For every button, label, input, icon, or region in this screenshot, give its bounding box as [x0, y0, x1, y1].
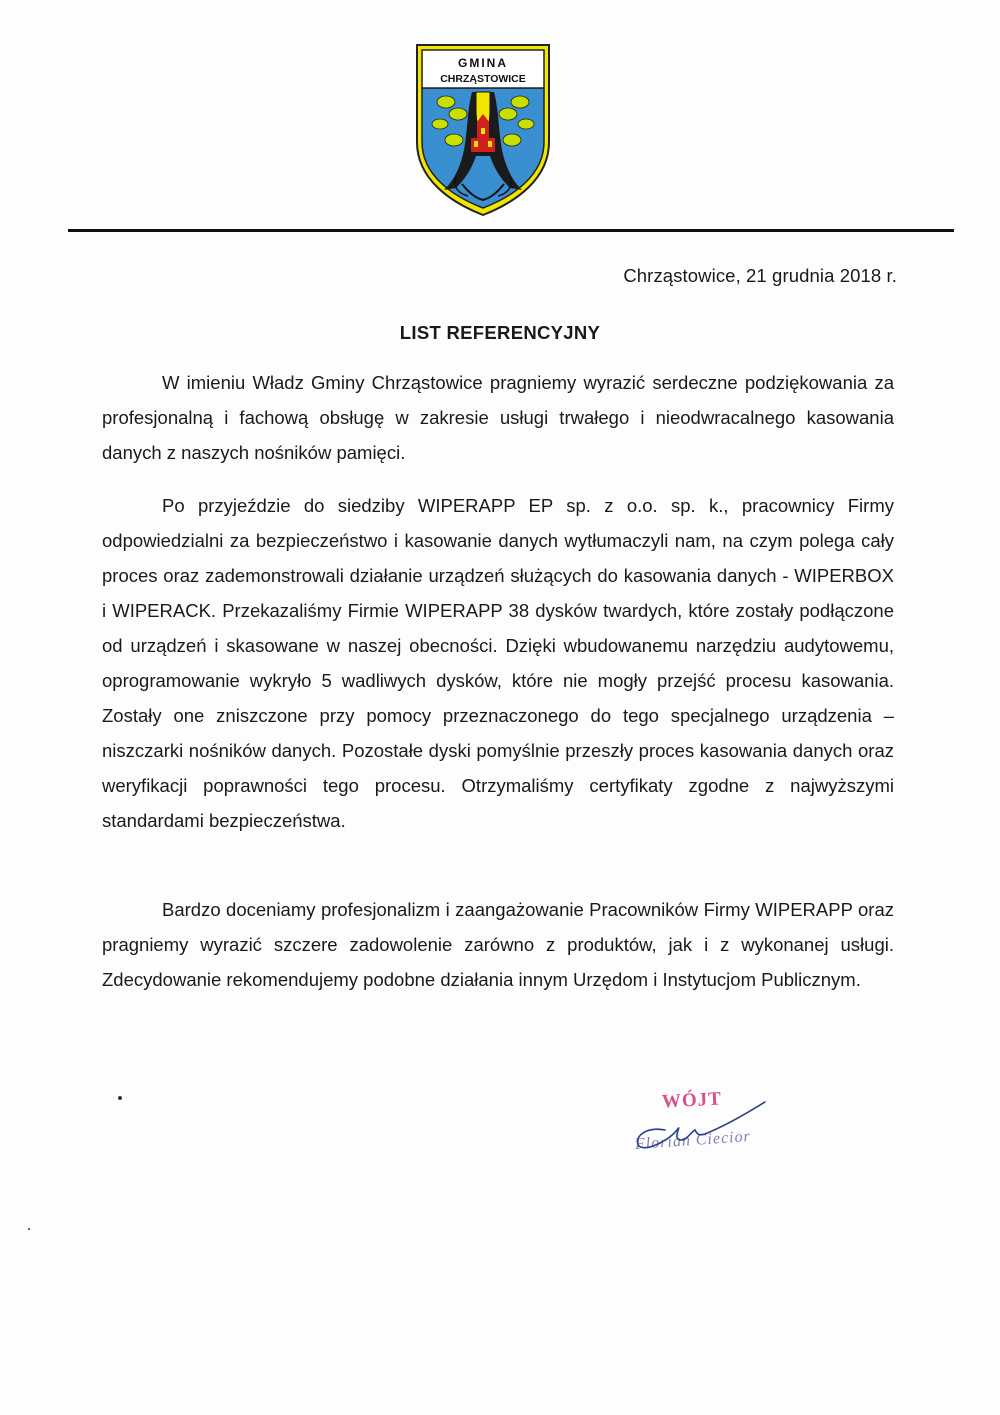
paragraph-recommendation: Bardzo doceniamy profesjonalizm i zaangażowanie Pracowników Firmy WIPERAPP oraz pragniemy wyrazić szczere zadowolenie zarówno z produktów, jak i z wykonanej usługi. Zdecydowanie rekomendujemy podobne działania innym Urzędom i Instytucjom Publicznym.	[102, 899, 894, 990]
signature-block	[625, 1086, 775, 1166]
stamp-title: WÓJT	[661, 1088, 723, 1113]
scan-speck	[28, 1228, 30, 1230]
stamp-name: Florian Ciecior	[634, 1127, 752, 1154]
paragraph-thanks: W imieniu Władz Gminy Chrząstowice pragniemy wyrazić serdeczne podziękowania za profesjonalną i fachową obsługę w zakresie usługi trwałego i nieodwracalnego kasowania danych z naszych nośników pamięci.	[102, 372, 894, 463]
letter-title: LIST REFERENCYJNY	[399, 322, 601, 343]
letter-date: Chrząstowice, 21 grudnia 2018 r.	[623, 265, 897, 286]
crest-line2: CHRZĄSTOWICE	[440, 73, 526, 85]
paragraph-process: Po przyjeździe do siedziby WIPERAPP EP sp. z o.o. sp. k., pracownicy Firmy odpowiedzialni za bezpieczeństwo i kasowanie danych wytłumaczyli nam, na czym polega cały proces oraz zademonstrowali działanie urządzeń służących do kasowania danych - WIPERBOX i WIPERACK. Przekazaliśmy Firmie WIPERAPP 38 dysków twardych, które zostały podłączone od urządzeń i skasowane w naszej obecności. Dzięki wbudowanemu narzędziu audytowemu, oprogramowanie wykryło 5 wadliwych dysków, które nie mogły przejść procesu kasowania. Zostały one zniszczone przy pomocy przeznaczonego do tego specjalnego urządzenia – niszczarki nośników danych. Pozostałe dyski pomyślnie przeszły proces kasowania danych oraz weryfikacji poprawności tego procesu. Otrzymaliśmy certyfikaty zgodne z najwyższymi standardami bezpieczeństwa.	[102, 495, 894, 831]
crest-line1: GMINA	[458, 56, 508, 70]
scan-speck	[118, 1096, 122, 1100]
gmina-crest-logo	[416, 44, 550, 216]
handwritten-signature	[625, 1086, 775, 1166]
header-divider	[68, 229, 954, 232]
